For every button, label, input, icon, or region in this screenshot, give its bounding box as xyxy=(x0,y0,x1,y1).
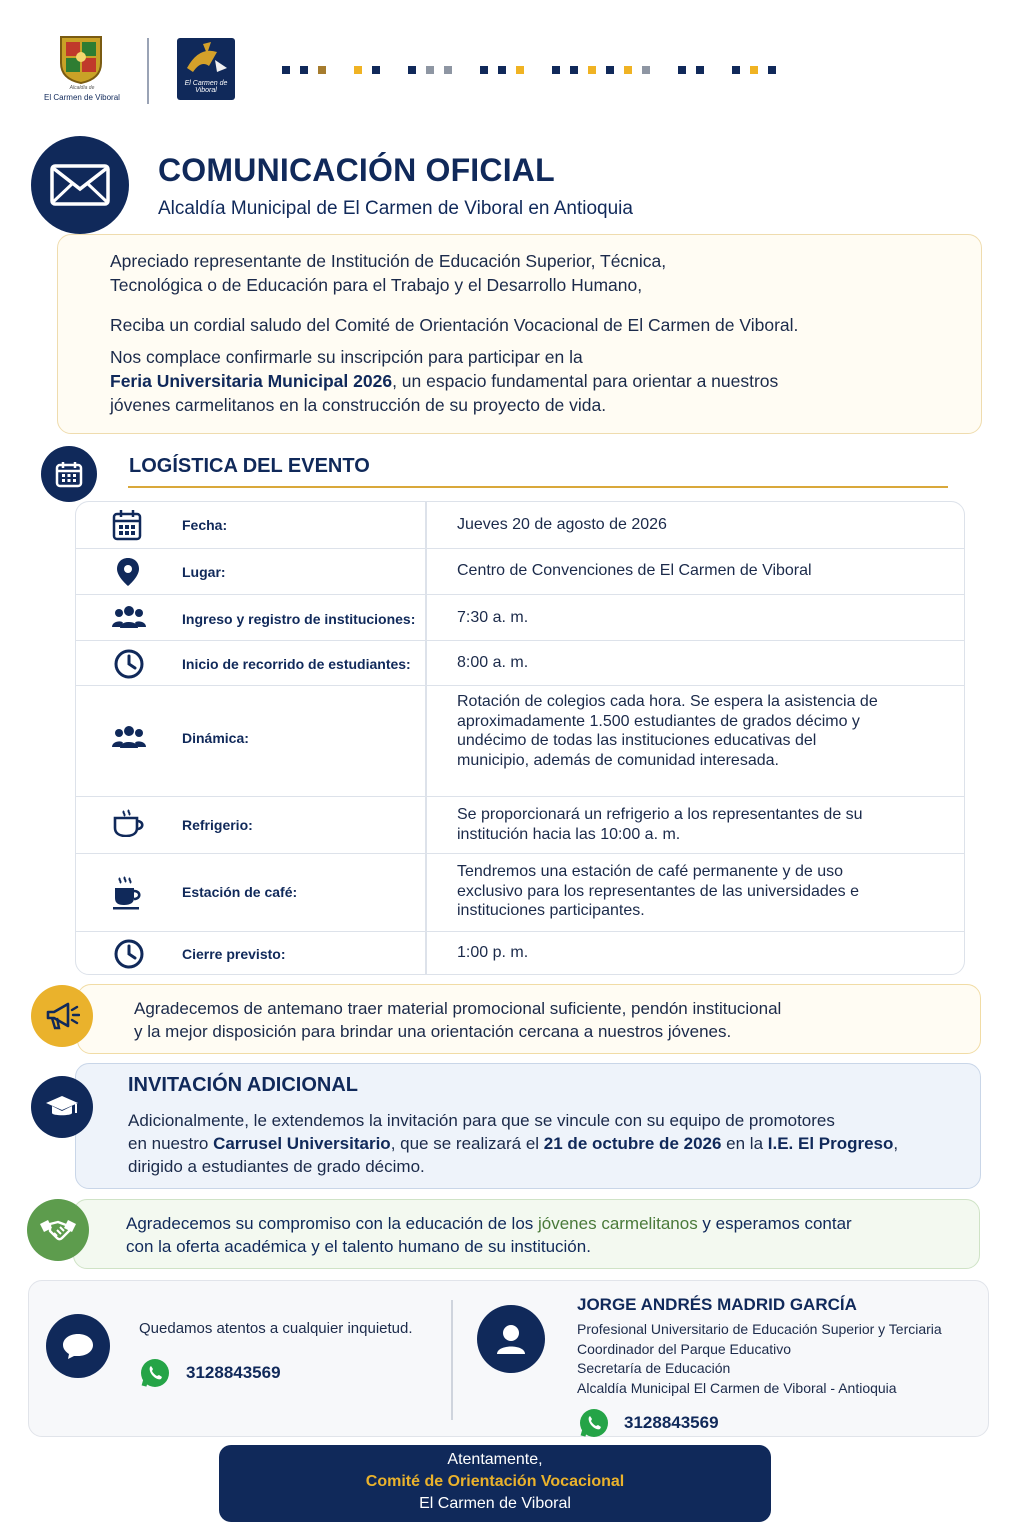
row-label: Ingreso y registro de instituciones: xyxy=(182,611,416,627)
invitation-text: , xyxy=(893,1134,899,1153)
cup-icon xyxy=(112,809,146,843)
row-value: Centro de Convenciones de El Carmen de Viboral xyxy=(457,562,812,579)
salute-text: Reciba un cordial saludo del Comité de Orientación Vocacional de El Carmen de Viboral. xyxy=(110,315,799,335)
graduation-cap-icon xyxy=(31,1076,93,1138)
thanks-text: Agradecemos su compromiso con la educación de los xyxy=(126,1214,538,1233)
row-label: Dinámica: xyxy=(182,730,249,746)
decorative-dots xyxy=(282,66,786,74)
role-line: Coordinador del Parque Educativo xyxy=(577,1340,792,1357)
row-value: 1:00 p. m. xyxy=(457,944,529,961)
signature-town: El Carmen de Viboral xyxy=(419,1495,571,1512)
confirm-text: , un espacio fundamental para orientar a nuestros xyxy=(392,371,779,391)
greeting-line: Tecnológica o de Educación para el Trabajo y el Desarrollo Humano, xyxy=(110,275,643,295)
contact-phone[interactable]: 3128843569 xyxy=(186,1363,281,1382)
contact-person-roles xyxy=(577,1320,942,1398)
row-value: 8:00 a. m. xyxy=(457,654,529,671)
table-row xyxy=(76,641,964,686)
contact-divider xyxy=(451,1300,453,1420)
invitation-text: en la xyxy=(721,1134,768,1153)
calendar-section-icon xyxy=(41,446,97,502)
section-underline xyxy=(128,486,948,488)
invitation-title: INVITACIÓN ADICIONAL xyxy=(128,1074,358,1096)
row-label: Refrigerio: xyxy=(182,817,253,833)
carrusel-venue: I.E. El Progreso xyxy=(767,1134,894,1153)
promo-text: Agradecemos de antemano traer material promocional suficiente, pendón institucional xyxy=(134,999,782,1018)
row-label: Inicio de recorrido de estudiantes: xyxy=(182,656,411,672)
group-icon xyxy=(112,724,146,758)
thanks-note xyxy=(73,1199,980,1269)
invitation-text: dirigido a estudiantes de grado décimo. xyxy=(128,1157,425,1176)
coffee-icon xyxy=(112,876,146,910)
table-row xyxy=(76,549,964,595)
signature-block xyxy=(219,1445,771,1522)
page-title: COMUNICACIÓN OFICIAL xyxy=(158,152,555,188)
clock-icon xyxy=(114,649,148,683)
invitation-text: , que se realizará el xyxy=(390,1134,544,1153)
megaphone-icon xyxy=(31,985,93,1047)
clock-icon xyxy=(114,939,148,973)
table-row xyxy=(76,595,964,641)
signature-closing: Atentamente, xyxy=(447,1451,543,1468)
carrusel-name: Carrusel Universitario xyxy=(213,1134,391,1153)
brand-logo-caption: El Carmen de Viboral xyxy=(184,80,228,94)
seal-caption: Alcaldía de El Carmen de Viboral xyxy=(44,85,120,102)
location-pin-icon xyxy=(116,557,150,591)
thanks-highlight: jóvenes carmelitanos xyxy=(538,1214,698,1233)
logistics-title: LOGÍSTICA DEL EVENTO xyxy=(129,455,370,477)
intro-letter xyxy=(57,234,982,434)
contact-attention: Quedamos atentos a cualquier inquietud. xyxy=(139,1320,413,1337)
person-phone[interactable]: 3128843569 xyxy=(624,1413,719,1432)
promo-text: y la mejor disposición para brindar una orientación cercana a nuestros jóvenes. xyxy=(134,1022,732,1041)
thanks-text: y esperamos contar xyxy=(697,1214,852,1233)
row-label: Fecha: xyxy=(182,517,228,533)
role-line: Profesional Universitario de Educación Superior y Terciaria xyxy=(577,1321,942,1337)
greeting-line: Apreciado representante de Institución de Educación Superior, Técnica, xyxy=(110,251,667,271)
row-label: Lugar: xyxy=(182,564,226,580)
invitation-text: Adicionalmente, le extendemos la invitación para que se vincule con su equipo de promotores xyxy=(128,1111,835,1130)
signature-committee: Comité de Orientación Vocacional xyxy=(365,1473,625,1490)
confirm-text: jóvenes carmelitanos en la construcción de su proyecto de vida. xyxy=(110,395,607,415)
table-row xyxy=(76,854,964,932)
logistics-table xyxy=(75,501,965,975)
row-value: Tendremos una estación de café permanente y de uso exclusivo para los representantes de las universidades e instituciones participantes. xyxy=(457,863,860,919)
group-icon xyxy=(112,604,146,638)
promo-note xyxy=(77,984,981,1054)
row-value: Jueves 20 de agosto de 2026 xyxy=(457,516,667,533)
whatsapp-icon[interactable] xyxy=(578,1407,610,1439)
thanks-text: con la oferta académica y el talento humano de su institución. xyxy=(126,1237,591,1256)
invitation-card xyxy=(75,1063,981,1189)
role-line: Secretaría de Educación xyxy=(577,1360,731,1376)
handshake-icon xyxy=(27,1199,89,1261)
row-label: Cierre previsto: xyxy=(182,946,286,962)
table-row xyxy=(76,797,964,854)
event-name: Feria Universitaria Municipal 2026 xyxy=(110,371,393,391)
header-divider xyxy=(147,38,149,104)
calendar-icon xyxy=(112,509,146,543)
row-value: Rotación de colegios cada hora. Se espera la asistencia de aproximadamente 1.500 estudiantes de grados décimo y undécimo de todas las instituciones educativas del municipio, además de comunidad interesada. xyxy=(457,693,878,769)
municipal-seal-logo xyxy=(57,33,105,85)
row-value: Se proporcionará un refrigerio a los representantes de su institución hacia las 10:00 a. m. xyxy=(457,806,863,843)
whatsapp-icon[interactable] xyxy=(139,1357,171,1389)
envelope-icon xyxy=(31,136,129,234)
row-value: 7:30 a. m. xyxy=(457,609,529,626)
chat-bubble-icon xyxy=(46,1314,110,1378)
user-icon xyxy=(477,1305,545,1373)
table-row xyxy=(76,502,964,549)
page-subtitle: Alcaldía Municipal de El Carmen de Viboral en Antioquia xyxy=(158,198,633,219)
table-row xyxy=(76,686,964,797)
carrusel-date: 21 de octubre de 2026 xyxy=(543,1134,722,1153)
role-line: Alcaldía Municipal El Carmen de Viboral - Antioquia xyxy=(577,1379,897,1396)
table-row xyxy=(76,932,964,975)
row-label: Estación de café: xyxy=(182,884,298,900)
confirm-text: Nos complace confirmarle su inscripción para participar en la xyxy=(110,347,583,367)
invitation-text: en nuestro xyxy=(128,1134,214,1153)
contact-person-name: JORGE ANDRÉS MADRID GARCÍA xyxy=(577,1295,857,1314)
